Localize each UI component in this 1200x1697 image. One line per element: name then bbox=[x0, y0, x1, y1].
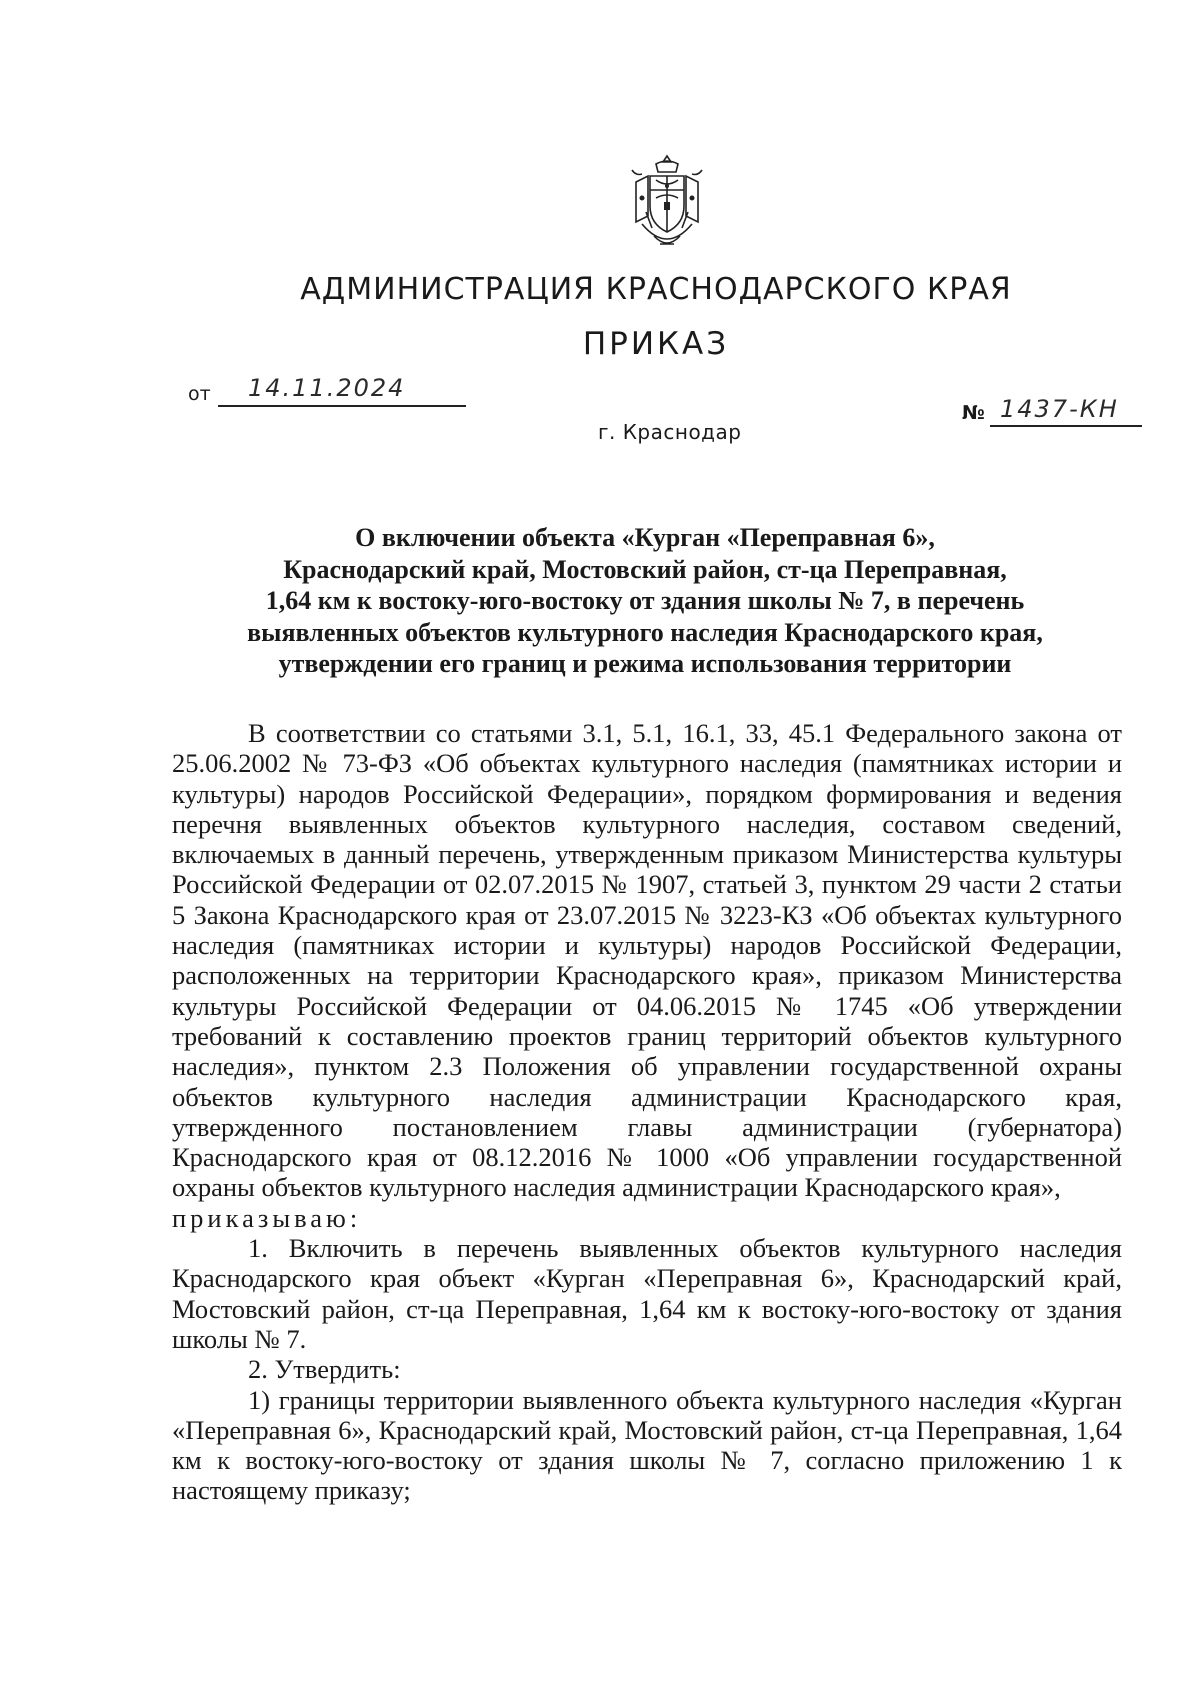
title-line: 1,64 км к востоку-юго-востоку от здания школы № 7, в перечень bbox=[265, 586, 1025, 615]
organization-name: АДМИНИСТРАЦИЯ КРАСНОДАРСКОГО КРАЯ bbox=[300, 272, 1012, 307]
document-type: ПРИКАЗ bbox=[582, 326, 730, 362]
document-title bbox=[180, 522, 1110, 680]
order-word: приказываю: bbox=[172, 1202, 362, 1233]
item-2-1-paragraph: 1) границы территории выявленного объекта культурного наследия «Курган «Переправная 6», Краснодарский край, Мостовский район, ст-ца Переправная, 1,64 км к востоку-юго-востоку от здания школы № 7, согласно приложению 1 к настоящему приказу; bbox=[172, 1384, 1122, 1506]
title-line: выявленных объектов культурного наследия Краснодарского края, bbox=[247, 617, 1043, 647]
handwritten-number: 1437-КН bbox=[1000, 395, 1119, 423]
title-line: утверждении его границ и режима использования территории bbox=[278, 649, 1012, 678]
date-underline bbox=[218, 405, 466, 407]
number-underline bbox=[990, 425, 1142, 427]
handwritten-date: 14.11.2024 bbox=[248, 374, 406, 402]
title-line: О включении объекта «Курган «Переправная 6», bbox=[355, 523, 935, 552]
number-label: № bbox=[962, 402, 985, 424]
krasnodar-coat-of-arms-icon bbox=[626, 152, 708, 262]
document-body bbox=[172, 718, 1122, 1506]
item-2-paragraph: 2. Утвердить: bbox=[248, 1354, 401, 1385]
preamble-paragraph: В соответствии со статьями 3.1, 5.1, 16.1, 33, 45.1 Федерального закона от 25.06.2002 № 73-ФЗ «Об объектах культурного наследия (памятниках истории и культуры) народов Российской Федерации», порядком формирования и ведения перечня выявленных объектов культурного наследия, составом сведений, включаемых в данный перечень, утвержденным приказом Министерства культуры Российской Федерации от 02.07.2015 № 1907, статьей 3, пунктом 29 части 2 статьи 5 Закона Краснодарского края от 23.07.2015 № 3223-КЗ «Об объектах культурного наследия (памятниках истории и культуры) народов Российской Федерации, расположенных на территории Краснодарского края», приказом Министерства культуры Российской Федерации от 04.06.2015 № 1745 «Об утверждении требований к составлению проектов границ территорий объектов культурного наследия», пунктом 2.3 Положения об управлении государственной охраны объектов культурного наследия администрации Краснодарского края, утвержденного постановлением главы администрации (губернатора) Краснодарского края от 08.12.2016 № 1000 «Об управлении государственной охраны объектов культурного наследия администрации Краснодарского края», bbox=[172, 718, 1122, 1203]
title-line: Краснодарский край, Мостовский район, ст-ца Переправная, bbox=[283, 554, 1007, 584]
item-1-paragraph: 1. Включить в перечень выявленных объектов культурного наследия Краснодарского края объект «Курган «Переправная 6», Краснодарский край, Мостовский район, ст-ца Переправная, 1,64 км к востоку-юго-востоку от здания школы № 7. bbox=[172, 1233, 1122, 1354]
date-label: от bbox=[188, 383, 211, 405]
city-name: г. Краснодар bbox=[598, 420, 742, 444]
